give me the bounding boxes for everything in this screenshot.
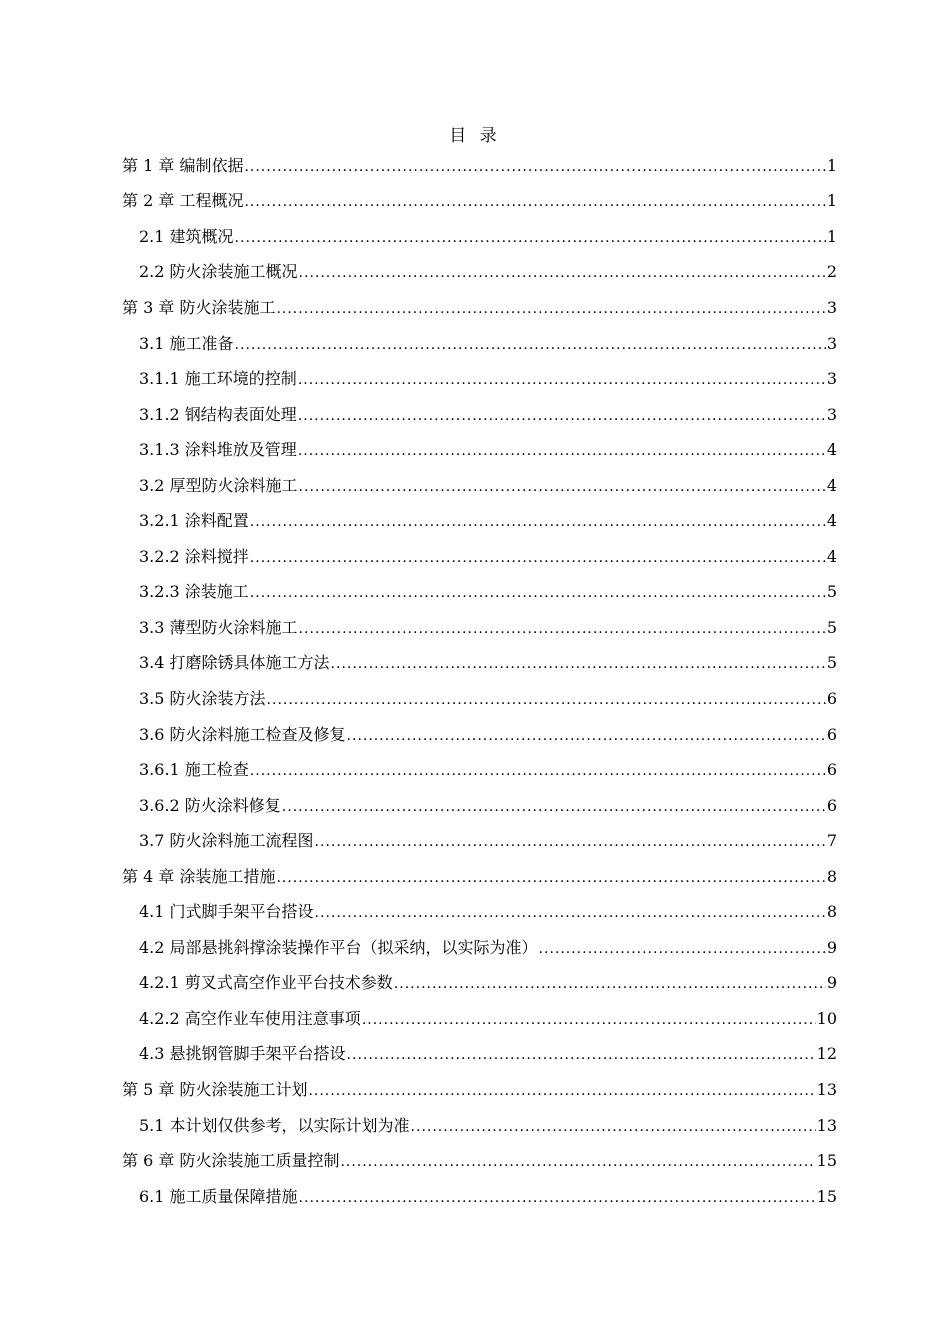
toc-page-number: 4	[826, 511, 837, 531]
toc-page-number: 5	[826, 653, 837, 673]
toc-page-number: 13	[816, 1115, 837, 1135]
toc-entry-text: 3.3 薄型防火涂料施工	[139, 617, 298, 637]
toc-entry-text: 第 4 章 涂装施工措施	[122, 866, 276, 886]
toc-entry-text: 第 1 章 编制依据	[122, 155, 244, 175]
toc-dot-leader	[315, 831, 826, 851]
toc-page-number: 6	[826, 724, 837, 744]
toc-dot-leader	[244, 191, 825, 211]
toc-entry-text: 2.2 防火涂装施工概况	[139, 262, 298, 282]
toc-entry[interactable]	[122, 1179, 837, 1215]
toc-entry-text: 4.2.2 高空作业车使用注意事项	[139, 1008, 361, 1028]
toc-dot-leader	[299, 618, 826, 638]
toc-entry-text: 4.3 悬挑钢管脚手架平台搭设	[139, 1044, 346, 1064]
toc-page-number: 15	[816, 1186, 837, 1206]
toc-dot-leader	[235, 227, 826, 247]
toc-page-number: 4	[826, 440, 837, 460]
toc-page-number: 5	[826, 617, 837, 637]
toc-entry-text: 第 3 章 防火涂装施工	[122, 297, 276, 317]
toc-entry-text: 3.1.3 涂料堆放及管理	[139, 440, 297, 460]
toc-entry-text: 4.2.1 剪叉式高空作业平台技术参数	[139, 973, 393, 993]
toc-entry-text: 3.6.2 防火涂料修复	[139, 795, 281, 815]
toc-dot-leader	[347, 725, 826, 745]
toc-page-number: 13	[816, 1079, 837, 1099]
toc-dot-leader	[347, 1044, 816, 1064]
toc-entry-text: 3.6 防火涂料施工检查及修复	[139, 724, 346, 744]
toc-entry-text: 第 2 章 工程概况	[122, 191, 244, 211]
toc-entry-text: 4.1 门式脚手架平台搭设	[139, 902, 314, 922]
toc-page-number: 1	[826, 155, 837, 175]
toc-entry[interactable]	[122, 1001, 837, 1037]
toc-entry[interactable]	[122, 966, 837, 1002]
toc-page-number: 4	[826, 475, 837, 495]
toc-dot-leader	[276, 867, 825, 887]
toc-dot-leader	[250, 582, 826, 602]
toc-entry[interactable]	[122, 397, 837, 433]
toc-entry-text: 3.2.1 涂料配置	[139, 511, 249, 531]
toc-dot-leader	[250, 760, 826, 780]
toc-page-number: 10	[816, 1008, 837, 1028]
toc-entry[interactable]	[122, 646, 837, 682]
toc-entry-text: 3.1 施工准备	[139, 333, 234, 353]
toc-dot-leader	[298, 440, 826, 460]
toc-page-number: 8	[826, 902, 837, 922]
toc-dot-leader	[315, 902, 826, 922]
toc-entry-text: 6.1 施工质量保障措施	[139, 1186, 298, 1206]
toc-entry-text: 3.2 厚型防火涂料施工	[139, 475, 298, 495]
toc-dot-leader	[299, 262, 826, 282]
toc-entry[interactable]	[122, 1108, 837, 1144]
toc-dot-leader	[331, 653, 826, 673]
toc-entry-text: 3.4 打磨除锈具体施工方法	[139, 653, 330, 673]
toc-page-number: 1	[826, 226, 837, 246]
toc-dot-leader	[276, 298, 825, 318]
toc-entry[interactable]	[122, 1072, 837, 1108]
toc-entry[interactable]	[122, 326, 837, 362]
toc-entry[interactable]	[122, 894, 837, 930]
toc-entry-text: 2.1 建筑概况	[139, 226, 234, 246]
toc-entry[interactable]	[122, 255, 837, 291]
toc-entry[interactable]	[122, 432, 837, 468]
toc-dot-leader	[362, 1009, 816, 1029]
toc-dot-leader	[282, 796, 826, 816]
toc-dot-leader	[298, 405, 826, 425]
toc-entry-text: 3.7 防火涂料施工流程图	[139, 831, 314, 851]
toc-entry-text: 第 5 章 防火涂装施工计划	[122, 1079, 308, 1099]
toc-page-number: 6	[826, 795, 837, 815]
toc-entry[interactable]	[122, 575, 837, 611]
toc-entry[interactable]	[122, 681, 837, 717]
toc-entry[interactable]	[122, 184, 837, 220]
toc-dot-leader	[539, 938, 826, 958]
toc-entry[interactable]	[122, 290, 837, 326]
toc-entry-text: 4.2 局部悬挑斜撑涂装操作平台（拟采纳，以实际为准）	[139, 937, 538, 957]
toc-entry[interactable]	[122, 219, 837, 255]
toc-page-number: 3	[826, 297, 837, 317]
toc-dot-leader	[308, 1080, 815, 1100]
toc-entry[interactable]	[122, 752, 837, 788]
table-of-contents	[122, 148, 837, 1214]
toc-page-number: 4	[826, 546, 837, 566]
toc-page-number: 3	[826, 333, 837, 353]
toc-dot-leader	[250, 511, 826, 531]
toc-page-number: 9	[826, 973, 837, 993]
toc-entry[interactable]	[122, 930, 837, 966]
toc-title: 目 录	[449, 126, 501, 146]
toc-page-number: 15	[816, 1151, 837, 1171]
toc-entry[interactable]	[122, 468, 837, 504]
toc-entry[interactable]	[122, 503, 837, 539]
toc-page-number: 5	[826, 582, 837, 602]
toc-entry[interactable]	[122, 788, 837, 824]
toc-dot-leader	[299, 1187, 816, 1207]
toc-dot-leader	[244, 156, 825, 176]
toc-dot-leader	[235, 334, 826, 354]
toc-dot-leader	[250, 547, 826, 567]
toc-dot-leader	[394, 973, 826, 993]
toc-page-number: 6	[826, 760, 837, 780]
toc-dot-leader	[298, 369, 826, 389]
toc-page-number: 6	[826, 688, 837, 708]
toc-entry-text: 3.2.2 涂料搅拌	[139, 546, 249, 566]
toc-dot-leader	[267, 689, 826, 709]
toc-entry[interactable]	[122, 717, 837, 753]
toc-entry[interactable]	[122, 1037, 837, 1073]
toc-page-number: 12	[816, 1044, 837, 1064]
toc-page-number: 2	[826, 262, 837, 282]
toc-page-number: 9	[826, 937, 837, 957]
toc-dot-leader	[340, 1151, 815, 1171]
toc-entry[interactable]	[122, 539, 837, 575]
toc-entry-text: 5.1 本计划仅供参考，以实际计划为准	[139, 1115, 410, 1135]
toc-page-number: 1	[826, 191, 837, 211]
toc-entry-text: 3.1.2 钢结构表面处理	[139, 404, 297, 424]
toc-dot-leader	[299, 476, 826, 496]
toc-entry[interactable]	[122, 859, 837, 895]
toc-page-number: 7	[826, 831, 837, 851]
toc-dot-leader	[411, 1116, 816, 1136]
toc-entry[interactable]	[122, 361, 837, 397]
toc-entry[interactable]	[122, 1143, 837, 1179]
toc-page-number: 3	[826, 404, 837, 424]
toc-entry-text: 第 6 章 防火涂装施工质量控制	[122, 1151, 340, 1171]
toc-entry-text: 3.6.1 施工检查	[139, 760, 249, 780]
toc-entry[interactable]	[122, 148, 837, 184]
toc-page-number: 3	[826, 369, 837, 389]
toc-entry-text: 3.1.1 施工环境的控制	[139, 369, 297, 389]
toc-page-number: 8	[826, 866, 837, 886]
toc-entry[interactable]	[122, 823, 837, 859]
toc-entry-text: 3.2.3 涂装施工	[139, 582, 249, 602]
toc-entry[interactable]	[122, 610, 837, 646]
toc-entry-text: 3.5 防火涂装方法	[139, 688, 266, 708]
